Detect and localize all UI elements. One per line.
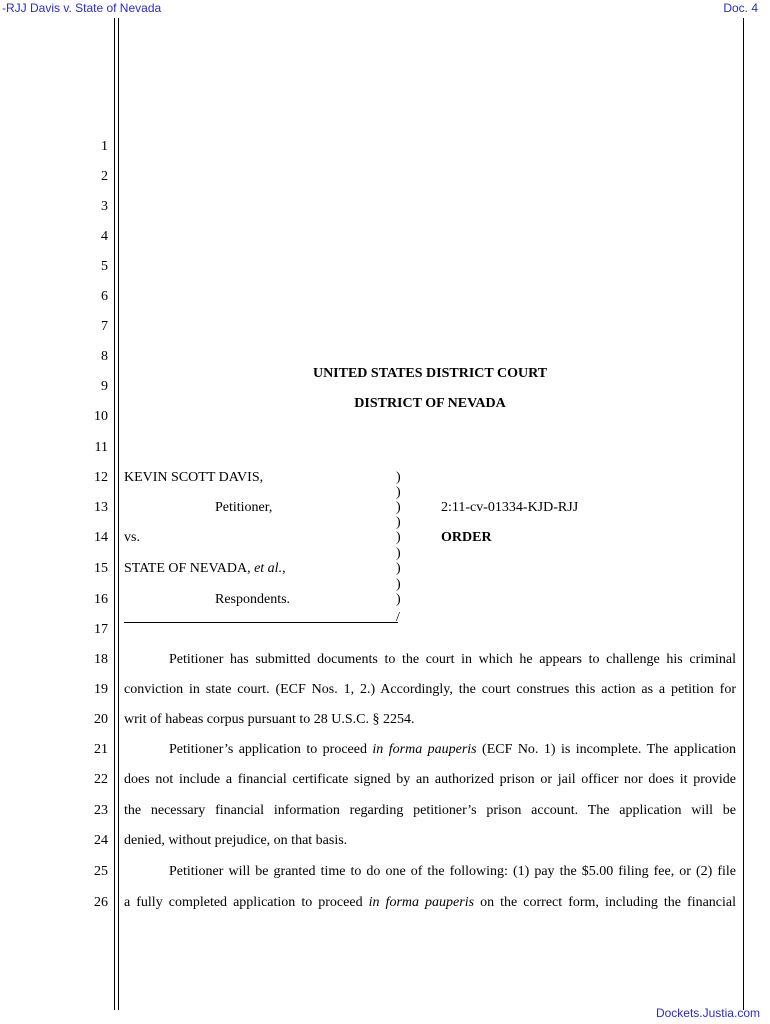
line-number: 23 [94,803,108,818]
line-number: 6 [101,289,108,304]
line-number: 4 [101,229,108,244]
document-title: ORDER [441,530,492,545]
caption-paren: ) [396,546,401,561]
respondent-etal: et al. [254,561,283,576]
line-number: 12 [94,470,108,485]
body-line-25: Petitioner will be granted time to do one of the following: (1) pay the $5.00 filing fee, or (2) file [169,864,736,879]
body-line-22: does not include a financial certificate signed by an authorized prison or jail officer nor does it provide [124,772,736,787]
versus-label: vs. [124,530,140,545]
caption-paren: ) [396,470,401,485]
line-number: 17 [94,622,108,637]
body-line-23: the necessary financial information regarding petitioner’s prison account. The application will be [124,803,736,818]
caption-underline [124,622,398,623]
source-link[interactable]: Dockets.Justia.com [655,1006,760,1020]
line-number: 26 [94,895,108,910]
ifp-term: in forma pauperis [372,742,477,757]
line-number: 25 [94,864,108,879]
petitioner-role: Petitioner, [215,500,273,515]
line-number: 24 [94,833,108,848]
line-number: 15 [94,561,108,576]
line-number: 13 [94,500,108,515]
line-number: 9 [101,379,108,394]
line-number: 18 [94,652,108,667]
body-line-26 [124,895,736,911]
caption-paren: ) [396,561,401,576]
respondent-name-text: STATE OF NEVADA, [124,561,255,576]
line-number: 5 [101,259,108,274]
body-line-21-end: (ECF No. 1) is incomplete. The application [476,742,736,757]
header-case-title[interactable]: -RJJ Davis v. State of Nevada [2,1,162,15]
body-line-20: writ of habeas corpus pursuant to 28 U.S.C. § 2254. [124,712,415,727]
body-line-19: conviction in state court. (ECF Nos. 1, 2.) Accordingly, the court construes this action as a petition for [124,682,736,697]
margin-rule-right [743,18,744,1010]
line-number: 7 [101,319,108,334]
line-number: 20 [94,712,108,727]
court-district: DISTRICT OF NEVADA [354,396,506,411]
margin-rule-left-1 [114,18,115,1010]
respondent-comma: , [282,561,286,576]
line-number: 11 [94,440,108,455]
case-number: 2:11-cv-01334-KJD-RJJ [441,500,579,515]
line-number: 8 [101,349,108,364]
line-number: 22 [94,772,108,787]
caption-paren: ) [396,485,401,500]
court-name: UNITED STATES DISTRICT COURT [312,366,548,381]
line-number: 10 [94,409,108,424]
margin-rule-left-2 [118,18,119,1010]
line-number: 3 [101,199,108,214]
body-line-26-end: on the correct form, including the financial [474,895,737,910]
body-line-21-start: Petitioner’s application to proceed [169,742,373,757]
line-number: 19 [94,682,108,697]
line-number: 2 [101,169,108,184]
caption-paren: ) [396,500,401,515]
line-number: 1 [101,139,108,154]
body-line-18: Petitioner has submitted documents to the court in which he appears to challenge his criminal [169,652,736,667]
caption-slash: / [396,610,400,625]
caption-paren: ) [396,515,401,530]
body-line-24: denied, without prejudice, on that basis. [124,833,348,848]
caption-paren: ) [396,577,401,592]
body-line-26-start: a fully completed application to proceed [124,895,369,910]
petitioner-name: KEVIN SCOTT DAVIS, [124,470,264,485]
caption-paren: ) [396,530,401,545]
respondent-name [124,561,286,577]
ifp-term: in forma pauperis [368,895,475,910]
line-number: 14 [94,530,108,545]
caption-paren: ) [396,592,401,607]
line-number: 16 [94,592,108,607]
header-doc-number[interactable]: Doc. 4 [723,1,758,15]
body-line-21 [169,742,736,758]
line-number: 21 [94,742,108,757]
respondent-role: Respondents. [215,592,291,607]
